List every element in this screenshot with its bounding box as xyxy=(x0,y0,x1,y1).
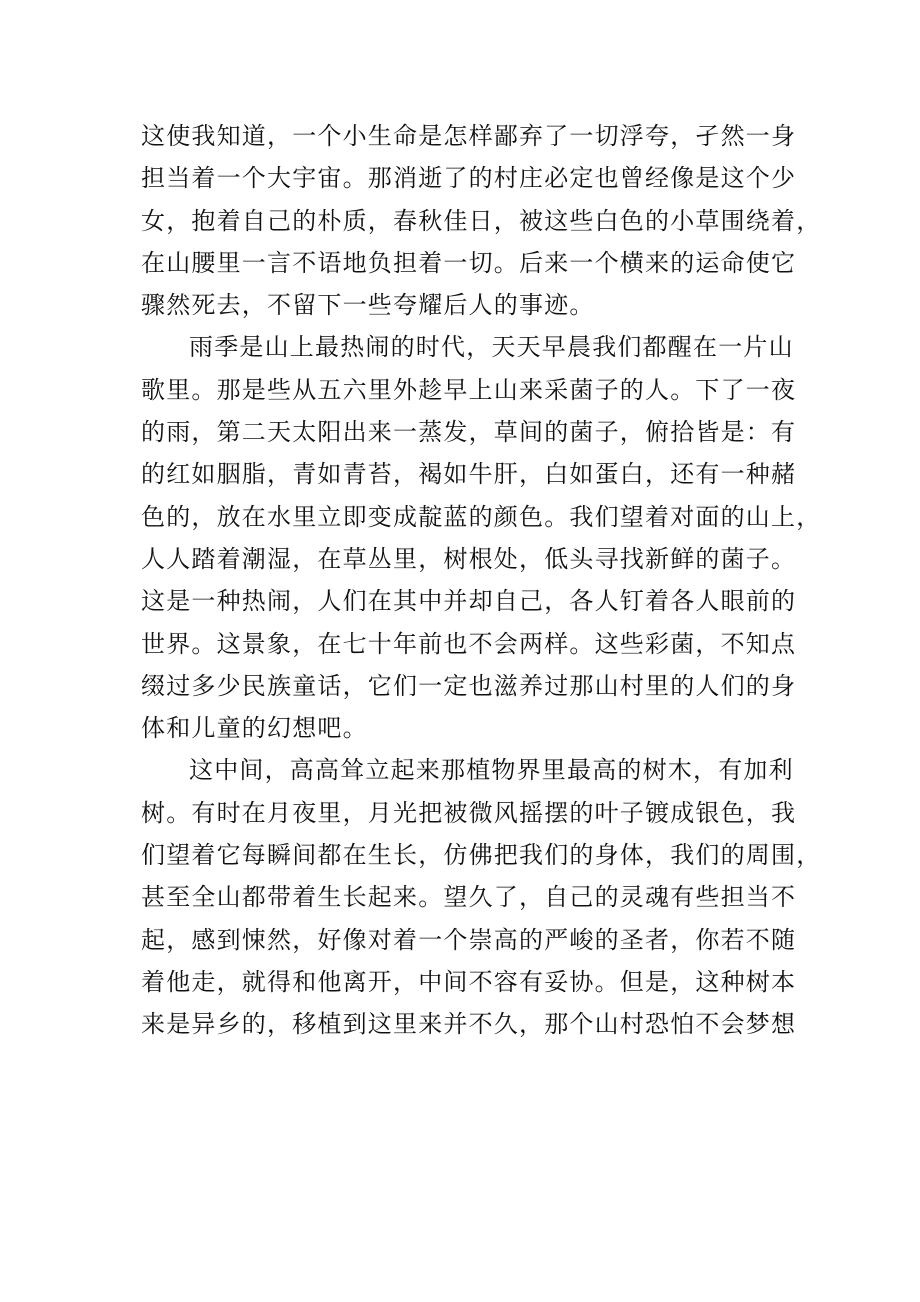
text-line: 在山腰里一言不语地负担着一切。后来一个横来的运命使它 xyxy=(141,248,797,277)
text-line: 来是异乡的，移植到这里来并不久，那个山村恐怕不会梦想 xyxy=(141,1010,797,1039)
text-line: 骤然死去，不留下一些夸耀后人的事迹。 xyxy=(141,291,595,320)
text-line: 这使我知道，一个小生命是怎样鄙弃了一切浮夸，孑然一身 xyxy=(141,122,797,150)
article-body xyxy=(141,115,822,1046)
paragraph-start-line: 这中间，高高耸立起来那植物界里最高的树木，有加利 xyxy=(189,756,794,785)
text-line: 这是一种热闹，人们在其中并却自己，各人钉着各人眼前的 xyxy=(141,587,797,616)
text-line: 歌里。那是些从五六里外趁早上山来采菌子的人。下了一夜 xyxy=(141,375,797,404)
text-line: 女，抱着自己的朴质，春秋佳日，被这些白色的小草围绕着， xyxy=(141,206,822,235)
text-line: 体和儿童的幻想吧。 xyxy=(141,714,368,743)
text-line: 世界。这景象，在七十年前也不会两样。这些彩菌，不知点 xyxy=(141,629,797,658)
text-line: 担当着一个大宇宙。那消逝了的村庄必定也曾经像是这个少 xyxy=(141,164,797,193)
text-line: 缀过多少民族童话，它们一定也滋养过那山村里的人们的身 xyxy=(141,671,797,700)
text-line: 的红如胭脂，青如青苔，褐如牛肝，白如蛋白，还有一种赭 xyxy=(141,460,797,489)
text-line: 的雨，第二天太阳出来一蒸发，草间的菌子，俯拾皆是：有 xyxy=(141,418,797,447)
text-line: 着他走，就得和他离开，中间不容有妥协。但是，这种树本 xyxy=(141,967,797,996)
text-line: 色的，放在水里立即变成靛蓝的颜色。我们望着对面的山上， xyxy=(141,502,822,531)
text-line: 起，感到悚然，好像对着一个崇高的严峻的圣者，你若不随 xyxy=(141,925,797,954)
text-line: 甚至全山都带着生长起来。望久了，自己的灵魂有些担当不 xyxy=(141,883,797,912)
text-line: 人人踏着潮湿，在草丛里，树根处，低头寻找新鲜的菌子。 xyxy=(141,544,797,573)
text-line: 们望着它每瞬间都在生长，仿佛把我们的身体，我们的周围， xyxy=(141,841,822,870)
text-line: 树。有时在月夜里，月光把被微风摇摆的叶子镀成银色，我 xyxy=(141,798,797,827)
paragraph-start-line: 雨季是山上最热闹的时代，天天早晨我们都醒在一片山 xyxy=(189,333,794,362)
